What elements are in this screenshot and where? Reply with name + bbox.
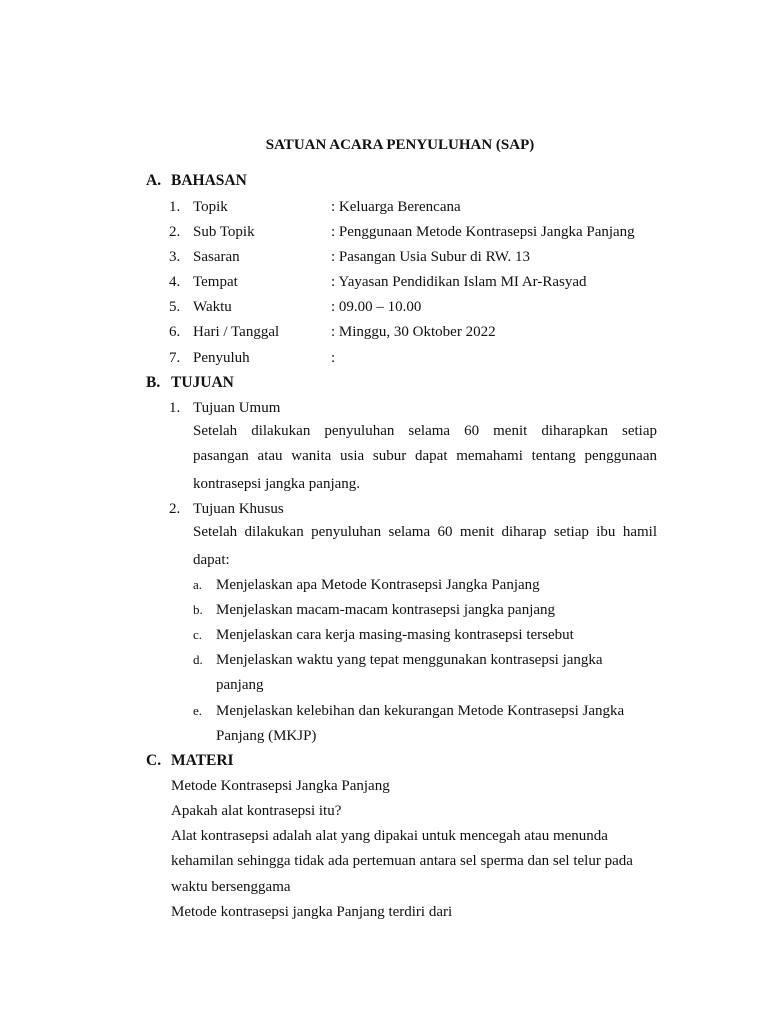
bahasan-item-number: 7. — [169, 350, 181, 366]
bahasan-item-label: Waktu — [193, 299, 232, 315]
materi-line: Metode Kontrasepsi Jangka Panjang — [171, 778, 390, 794]
bahasan-item-number: 2. — [169, 224, 181, 240]
list-item-text: Menjelaskan macam-macam kontrasepsi jangka panjang — [216, 602, 556, 618]
section-a-letter: A. — [146, 172, 162, 189]
materi-line: waktu bersenggama — [171, 879, 291, 895]
list-item-text: Menjelaskan apa Metode Kontrasepsi Jangka Panjang — [216, 577, 540, 593]
tujuan-umum-number: 1. — [169, 400, 181, 416]
materi-line: Apakah alat kontrasepsi itu? — [171, 803, 342, 819]
section-a-heading: BAHASAN — [171, 172, 247, 189]
materi-line: Alat kontrasepsi adalah alat yang dipakai untuk mencegah atau menunda — [171, 828, 608, 844]
bahasan-item-value: : Minggu, 30 Oktober 2022 — [331, 324, 496, 340]
bahasan-item-label: Sasaran — [193, 249, 240, 265]
list-item-text-continued: Panjang (MKJP) — [216, 728, 317, 744]
document-title: SATUAN ACARA PENYULUHAN (SAP) — [265, 137, 535, 153]
materi-line: Metode kontrasepsi jangka Panjang terdiri dari — [171, 904, 453, 920]
tujuan-khusus-line: dapat: — [193, 552, 230, 568]
list-item-text: Menjelaskan kelebihan dan kekurangan Metode Kontrasepsi Jangka — [216, 703, 625, 719]
list-item-letter: b. — [193, 602, 203, 617]
bahasan-item-label: Sub Topik — [193, 224, 255, 240]
bahasan-item-number: 5. — [169, 299, 181, 315]
bahasan-item-number: 3. — [169, 249, 181, 265]
bahasan-item-value: : Penggunaan Metode Kontrasepsi Jangka Panjang — [331, 224, 635, 240]
bahasan-item-value: : Keluarga Berencana — [331, 199, 461, 215]
bahasan-item-label: Tempat — [193, 274, 238, 290]
bahasan-item-label: Hari / Tanggal — [193, 324, 280, 340]
list-item-letter: a. — [193, 577, 203, 592]
section-b-letter: B. — [146, 374, 161, 391]
section-c-heading: MATERI — [171, 752, 234, 769]
bahasan-item-value: : — [331, 350, 336, 366]
tujuan-khusus-number: 2. — [169, 501, 181, 517]
tujuan-umum-line: pasangan atau wanita usia subur dapat memahami tentang penggunaan — [193, 448, 657, 464]
list-item-letter: d. — [193, 652, 203, 667]
bahasan-item-number: 4. — [169, 274, 181, 290]
bahasan-item-number: 6. — [169, 324, 181, 340]
bahasan-item-label: Penyuluh — [193, 350, 250, 366]
list-item-letter: c. — [193, 627, 203, 642]
bahasan-item-number: 1. — [169, 199, 181, 215]
list-item-text: Menjelaskan waktu yang tepat menggunakan kontrasepsi jangka — [216, 652, 603, 668]
bahasan-item-value: : Yayasan Pendidikan Islam MI Ar-Rasyad — [331, 274, 587, 290]
list-item-letter: e. — [193, 703, 203, 718]
bahasan-item-value: : Pasangan Usia Subur di RW. 13 — [331, 249, 531, 265]
materi-line: kehamilan sehingga tidak ada pertemuan antara sel sperma dan sel telur pada — [171, 853, 633, 869]
list-item-text: Menjelaskan cara kerja masing-masing kontrasepsi tersebut — [216, 627, 574, 643]
list-item-text-continued: panjang — [216, 677, 264, 693]
tujuan-khusus-line: Setelah dilakukan penyuluhan selama 60 menit diharap setiap ibu hamil — [193, 524, 657, 540]
bahasan-item-value: : 09.00 – 10.00 — [331, 299, 422, 315]
bahasan-item-label: Topik — [193, 199, 228, 215]
tujuan-umum-line: Setelah dilakukan penyuluhan selama 60 menit diharapkan setiap — [193, 423, 657, 439]
tujuan-khusus-heading: Tujuan Khusus — [193, 501, 284, 517]
tujuan-umum-heading: Tujuan Umum — [193, 400, 281, 416]
tujuan-umum-line: kontrasepsi jangka panjang. — [193, 476, 361, 492]
section-b-heading: TUJUAN — [171, 374, 234, 391]
section-c-letter: C. — [146, 752, 162, 769]
